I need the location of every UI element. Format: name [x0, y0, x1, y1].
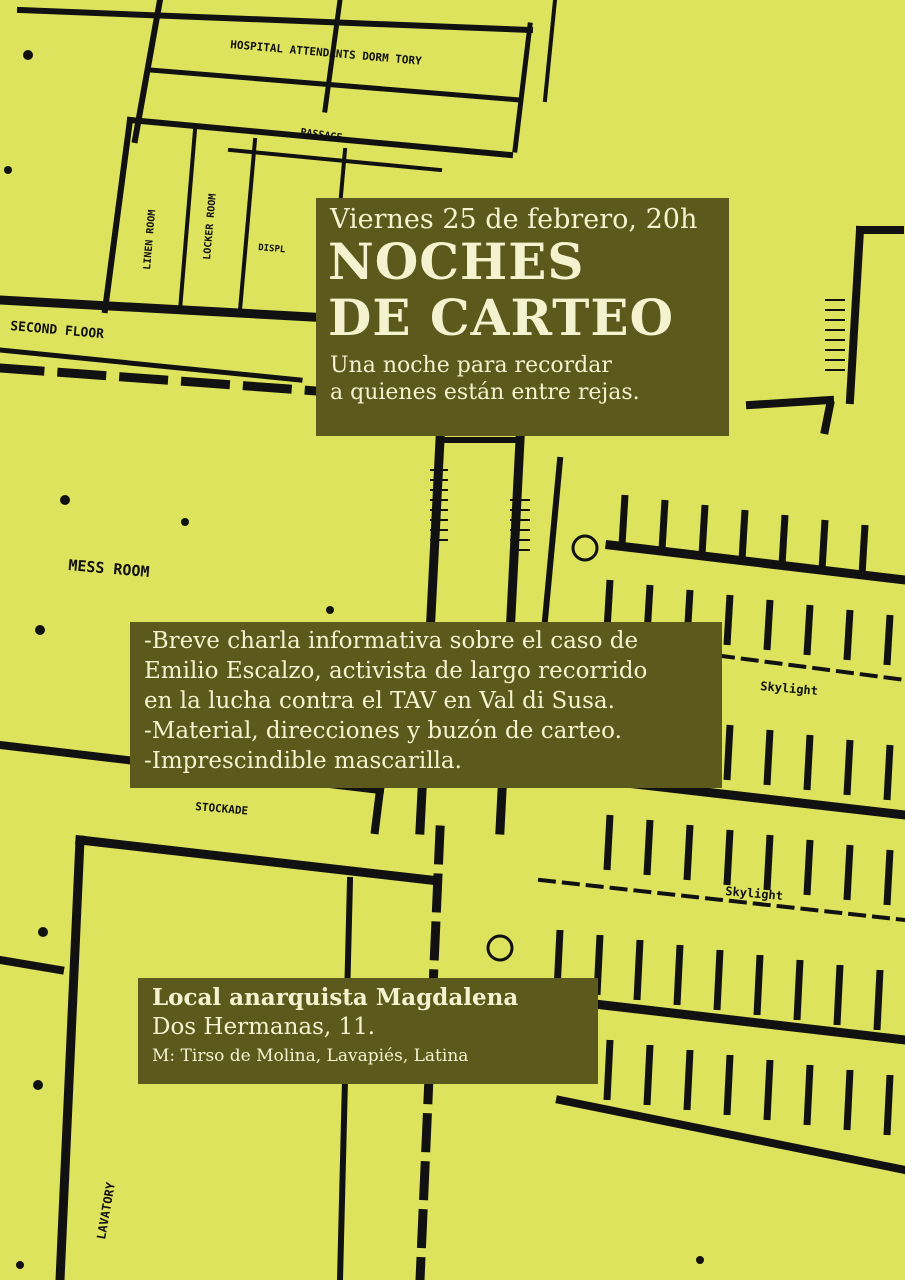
- plan-label-stockade: STOCKADE: [194, 800, 249, 818]
- info-line: en la lucha contra el TAV en Val di Susa.: [144, 688, 615, 714]
- plan-label-displ: DISPL: [257, 243, 286, 256]
- plan-label-passage: PASSAGE: [299, 127, 343, 144]
- event-title: [328, 234, 674, 346]
- plan-label-linen: LINEN ROOM: [142, 209, 159, 271]
- event-info-text: [144, 626, 647, 776]
- plan-label-skylight-1: Skylight: [759, 679, 819, 699]
- event-subtitle-line-1: Una noche para recordar: [330, 353, 612, 378]
- event-title-line-2: DE CARTEO: [328, 288, 675, 347]
- plan-label-locker: LOCKER ROOM: [202, 193, 219, 261]
- event-title-line-1: NOCHES: [328, 232, 585, 291]
- event-header-box: [316, 198, 729, 436]
- plan-label-skylight-2: Skylight: [724, 884, 784, 904]
- plan-label-lavatory: LAVATORY: [94, 1181, 118, 1241]
- venue-name: Local anarquista Magdalena: [152, 984, 519, 1011]
- plan-label-second: SECOND FLOOR: [9, 319, 105, 343]
- info-line: Emilio Escalzo, activista de largo recorrido: [144, 658, 648, 684]
- plan-label-hospital: HOSPITAL ATTENDANTS DORM TORY: [229, 38, 423, 68]
- event-info-box: [130, 622, 722, 788]
- plan-label-mess: MESS ROOM: [67, 556, 151, 582]
- info-line: -Breve charla informativa sobre el caso de: [144, 628, 639, 654]
- event-date: Viernes 25 de febrero, 20h: [330, 204, 698, 235]
- venue-address: Dos Hermanas, 11.: [152, 1014, 376, 1040]
- info-line: -Material, direcciones y buzón de carteo.: [144, 718, 622, 744]
- info-line: -Imprescindible mascarilla.: [144, 748, 462, 774]
- event-subtitle-line-2: a quienes están entre rejas.: [330, 380, 640, 405]
- event-subtitle: [330, 352, 640, 406]
- venue-box: [138, 978, 598, 1084]
- venue-metro: M: Tirso de Molina, Lavapiés, Latina: [152, 1046, 469, 1066]
